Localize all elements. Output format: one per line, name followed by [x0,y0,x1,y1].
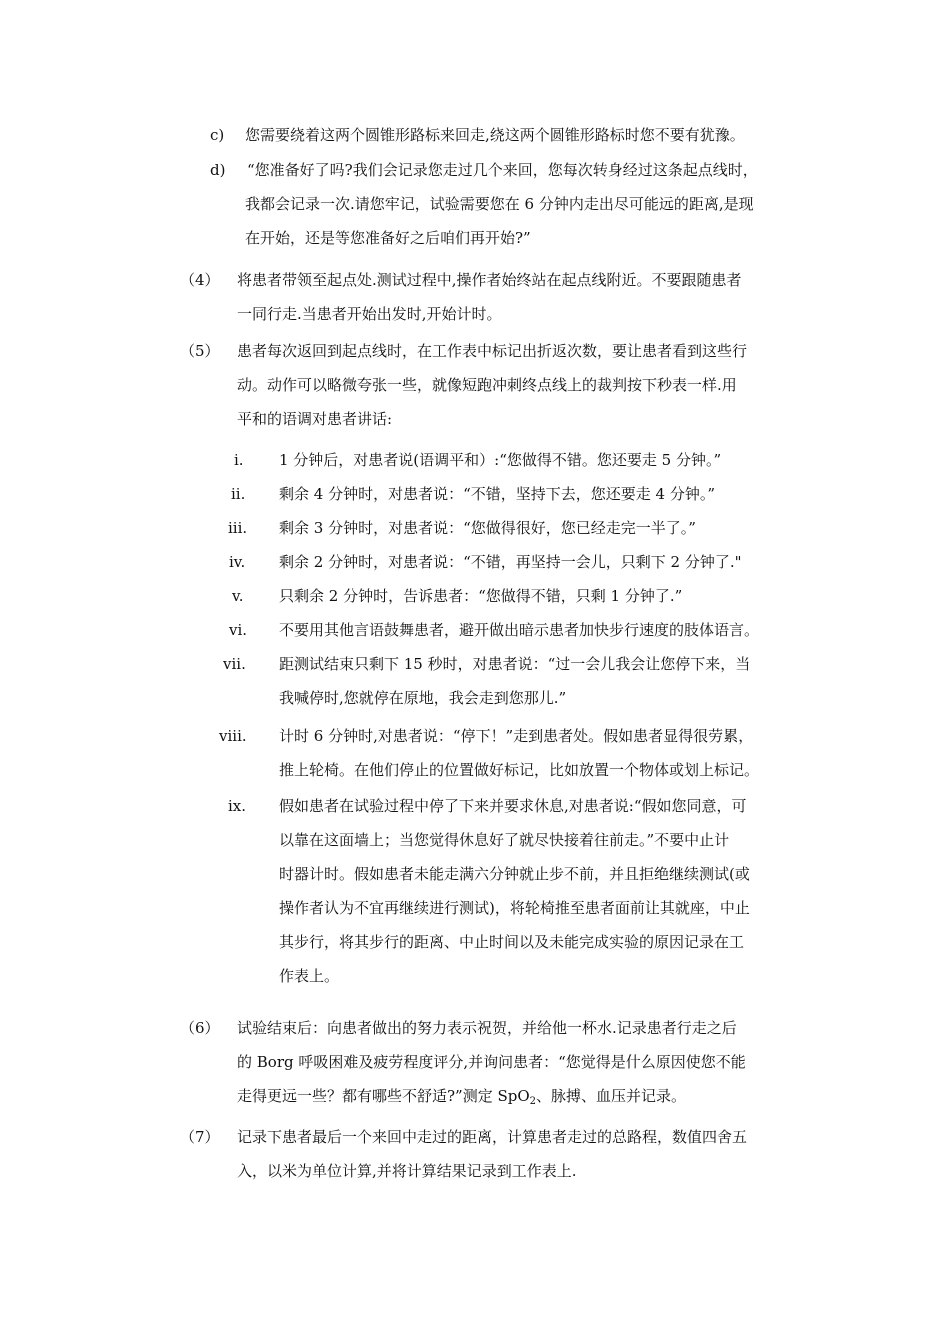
text-line: 将患者带领至起点处.测试过程中,操作者始终站在起点线附近。不要跟随患者 [237,271,742,289]
sub-item-text [279,789,750,993]
text-line: 我喊停时,您就停在原地，我会走到您那儿.” [279,689,567,707]
text-segment: 、脉搏、血压并记录。 [536,1087,687,1105]
text-line: 时器计时。假如患者未能走满六分钟就止步不前，并且拒绝继续测试(或 [279,865,750,883]
text-line: 剩余 4 分钟时，对患者说：“不错，坚持下去，您还要走 4 分钟。” [279,485,715,503]
text-line: 剩余 2 分钟时，对患者说：“不错，再坚持一会儿，只剩下 2 分钟了." [279,553,742,571]
step-text [237,1120,747,1188]
text-line: 平和的语调对患者讲话: [237,410,393,428]
text-line: 剩余 3 分钟时，对患者说：“您做得很好，您已经走完一半了。” [279,519,696,537]
roman-marker: vii. [223,655,246,673]
step-number: （7） [180,1128,220,1146]
text-line: 在开始，还是等您准备好之后咱们再开始?” [245,229,531,247]
list-marker: d) [210,161,226,179]
roman-marker: vi. [229,621,248,639]
text-line [237,1079,746,1113]
list-item-text [245,118,745,152]
sub-item-text [279,511,696,545]
text-line: 假如患者在试验过程中停了下来并要求休息,对患者说:“假如您同意，可 [279,797,747,815]
roman-marker: iii. [228,519,248,537]
text-line: “您准备好了吗?我们会记录您走过几个来回，您每次转身经过这条起点线时， [247,161,758,179]
roman-marker: viii. [219,727,247,745]
roman-marker: i. [234,451,244,469]
text-line: 不要用其他言语鼓舞患者，避开做出暗示患者加快步行速度的肢体语言。 [279,621,760,639]
text-line: 距测试结束只剩下 15 秒时，对患者说：“过一会儿我会让您停下来，当 [279,655,751,673]
text-line: 其步行，将其步行的距离、中止时间以及未能完成实验的原因记录在工 [279,933,745,951]
sub-item-text [279,613,759,647]
text-line: 您需要绕着这两个圆锥形路标来回走,绕这两个圆锥形路标时您不要有犹豫。 [245,126,745,144]
text-line: 操作者认为不宜再继续进行测试)，将轮椅推至患者面前让其就座，中止 [279,899,750,917]
text-line: 1 分钟后，对患者说(语调平和）:“您做得不错。您还要走 5 分钟。” [279,451,722,469]
step-number: （4） [180,271,220,289]
roman-marker: ix. [228,797,247,815]
roman-marker: ii. [231,485,246,503]
sub-item-text [279,477,715,511]
list-marker: c) [210,126,225,144]
sub-item-text [279,545,742,579]
text-line: 入，以米为单位计算,并将计算结果记录到工作表上. [237,1162,577,1180]
sub-item-text [279,579,682,613]
text-line: 一同行走.当患者开始出发时,开始计时。 [237,305,502,323]
step-number: （6） [180,1019,220,1037]
sub-item-text [279,647,750,715]
text-line: 计时 6 分钟时,对患者说：“停下！”走到患者处。假如患者显得很劳累， [279,727,754,745]
text-line: 以靠在这面墙上；当您觉得休息好了就尽快接着往前走。”不要中止计 [279,831,730,849]
text-line: 动。动作可以略微夸张一些，就像短跑冲刺终点线上的裁判按下秒表一样.用 [237,376,737,394]
step-text [237,334,747,436]
roman-marker: v. [232,587,244,605]
step-text [237,1011,746,1113]
text-line: 推上轮椅。在他们停止的位置做好标记，比如放置一个物体或划上标记。 [279,761,760,779]
text-segment: 走得更远一些？都有哪些不舒适?”测定 SpO [237,1087,530,1105]
subscript-2: 2 [529,1096,537,1107]
step-number: （5） [180,342,220,360]
list-item-text [245,153,758,255]
text-line: 记录下患者最后一个来回中走过的距离，计算患者走过的总路程，数值四舍五 [237,1128,748,1146]
text-line: 患者每次返回到起点线时，在工作表中标记出折返次数，要让患者看到这些行 [237,342,748,360]
roman-marker: iv. [229,553,246,571]
step-text [237,263,742,331]
sub-item-text [279,443,721,477]
sub-item-text [279,719,759,787]
text-line: 试验结束后：向患者做出的努力表示祝贺，并给他一杯水.记录患者行走之后 [237,1019,737,1037]
text-line: 的 Borg 呼吸困难及疲劳程度评分,并询问患者：“您觉得是什么原因使您不能 [237,1053,746,1071]
text-line: 作表上。 [279,967,340,985]
text-line: 只剩余 2 分钟时，告诉患者：“您做得不错，只剩 1 分钟了.” [279,587,683,605]
text-line: 我都会记录一次.请您牢记，试验需要您在 6 分钟内走出尽可能远的距离,是现 [245,195,754,213]
